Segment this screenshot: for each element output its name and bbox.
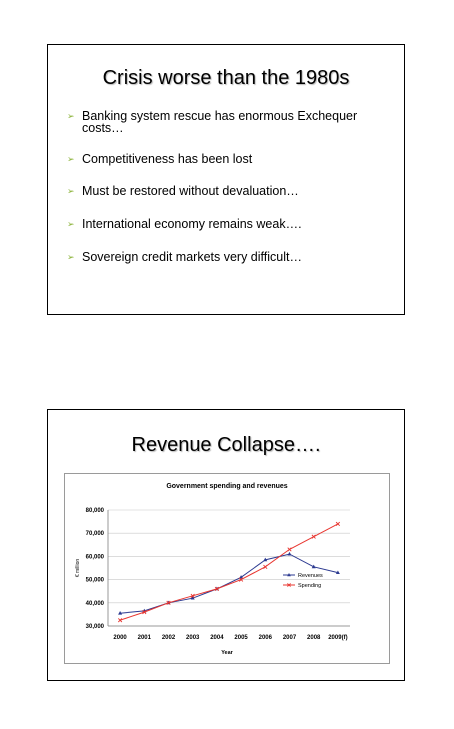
bullet-item xyxy=(67,218,394,230)
line-chart xyxy=(64,473,390,664)
x-tick-label: 2007 xyxy=(282,635,297,641)
y-axis-label: € million xyxy=(75,558,81,578)
chart-svg xyxy=(65,474,389,663)
data-point-spending xyxy=(336,522,340,526)
slide-crisis xyxy=(47,44,405,315)
bullet-item xyxy=(67,185,394,197)
y-tick-label: 30,000 xyxy=(85,624,104,630)
bullet-item xyxy=(67,110,394,134)
bullet-arrow-icon: ➢ xyxy=(67,186,75,196)
x-tick-label: 2000 xyxy=(113,635,127,641)
x-axis-label: Year xyxy=(221,650,233,656)
y-tick-label: 60,000 xyxy=(85,554,104,561)
x-tick-label: 2004 xyxy=(210,635,224,641)
y-tick-label: 50,000 xyxy=(85,577,104,584)
x-tick-label: 2001 xyxy=(137,635,151,641)
slide-title: Crisis worse than the 1980s xyxy=(102,67,350,89)
slide-revenue-collapse xyxy=(47,409,405,681)
x-tick-label: 2005 xyxy=(234,635,248,641)
y-tick-label: 40,000 xyxy=(85,600,104,607)
data-point-spending xyxy=(264,565,268,569)
data-point-spending xyxy=(312,535,316,539)
bullet-arrow-icon: ➢ xyxy=(67,154,75,164)
bullet-text: Competitiveness has been lost xyxy=(82,152,253,166)
bullet-text: Banking system rescue has enormous Exchequer costs… xyxy=(82,109,358,135)
data-point-revenues xyxy=(288,552,292,556)
bullet-list xyxy=(67,110,394,263)
chart-title: Government spending and revenues xyxy=(166,483,288,490)
legend-label: Revenues xyxy=(298,573,323,579)
y-tick-label: 70,000 xyxy=(85,531,104,538)
x-tick-label: 2003 xyxy=(186,635,200,641)
slide-title: Revenue Collapse…. xyxy=(131,434,321,456)
x-tick-label: 2009(f) xyxy=(328,635,348,641)
x-tick-label: 2002 xyxy=(161,635,176,641)
bullet-arrow-icon: ➢ xyxy=(67,252,75,262)
bullet-arrow-icon: ➢ xyxy=(67,219,75,229)
legend-label: Spending xyxy=(298,583,322,589)
bullet-text: Sovereign credit markets very difficult… xyxy=(82,250,302,264)
y-tick-label: 80,000 xyxy=(85,508,104,514)
bullet-item xyxy=(67,153,394,165)
data-point-spending xyxy=(288,548,292,552)
bullet-item xyxy=(67,251,394,263)
bullet-text: International economy remains weak…. xyxy=(82,217,302,231)
x-tick-label: 2006 xyxy=(258,635,272,641)
x-tick-label: 2008 xyxy=(307,635,321,641)
bullet-arrow-icon: ➢ xyxy=(67,111,75,121)
bullet-text: Must be restored without devaluation… xyxy=(82,184,299,198)
